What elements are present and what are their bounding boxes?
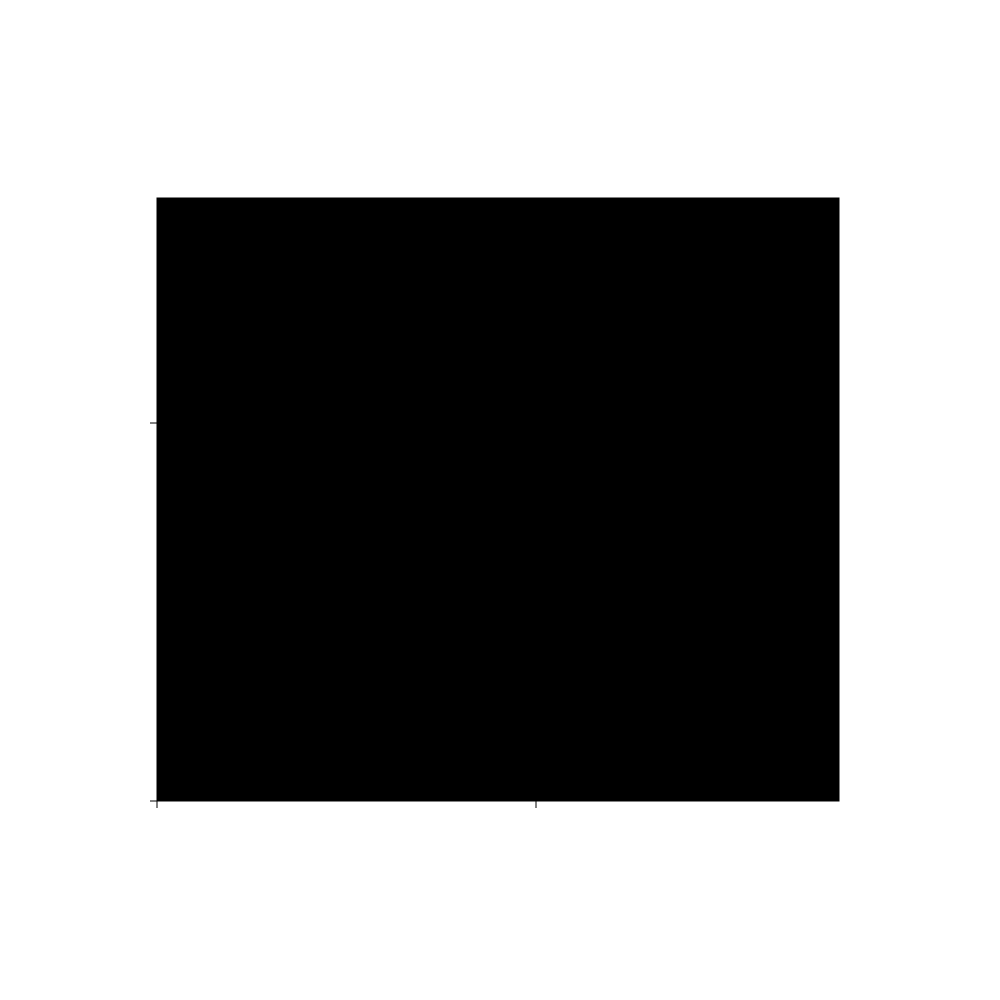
map-area <box>157 198 839 801</box>
